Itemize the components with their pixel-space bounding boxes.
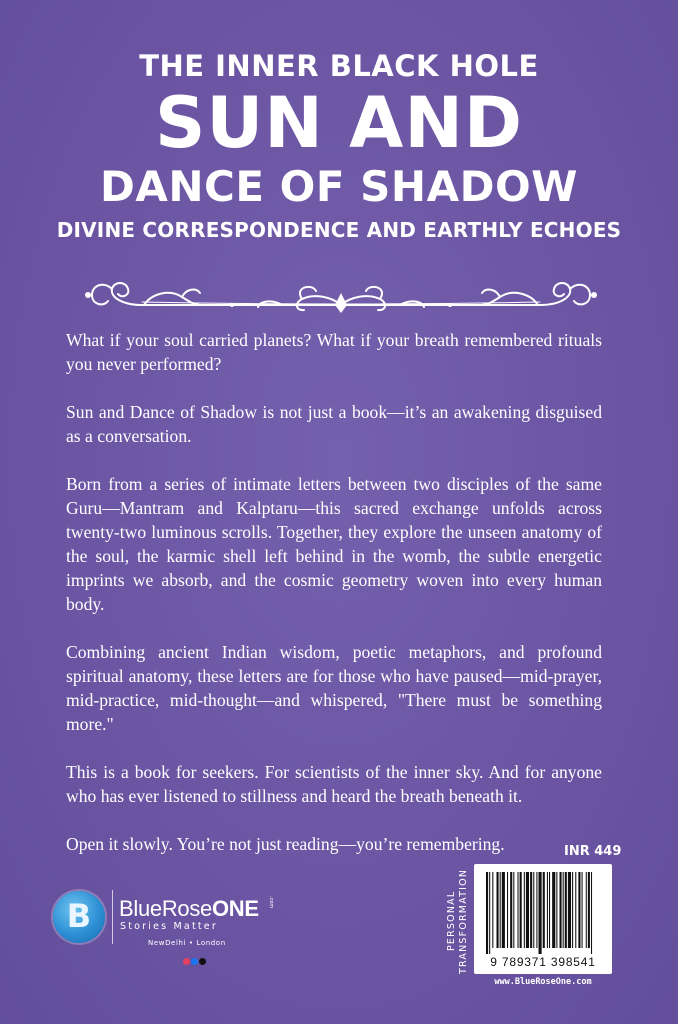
cover-subtitle: DIVINE CORRESPONDENCE AND EARTHLY ECHOES bbox=[56, 218, 622, 242]
logo-divider bbox=[112, 890, 113, 944]
price-label: INR 449 bbox=[564, 844, 622, 859]
blurb-paragraph: Born from a series of intimate letters between two disciples of the same Guru—Mantram and Kalptaru—this sacred exchange unfolds across twenty-two luminous scrolls. Together, they explore the unseen anatomy of the soul, the karmic shell left behind in the womb, the subtle energetic imprints we absorb, and the cosmic geometry woven into every human body. bbox=[66, 474, 602, 614]
publisher-name: BlueRoseONE bbox=[119, 896, 259, 921]
blurb-paragraph: This is a book for seekers. For scientists of the inner sky. And for anyone who has ever listened to stillness and heard the breath beneath it. bbox=[66, 762, 602, 806]
blurb-paragraph: Sun and Dance of Shadow is not just a book—it’s an awakening disguised as a conversation. bbox=[66, 402, 602, 446]
blurb-paragraph: Combining ancient Indian wisdom, poetic metaphors, and profound spiritual anatomy, these letters are for those who have paused—mid-prayer, mid-practice, mid-thought—and whispered, "There must be something more." bbox=[66, 642, 602, 734]
facebook-icon bbox=[191, 958, 198, 965]
x-icon bbox=[199, 958, 206, 965]
cover-title-line1: SUN AND bbox=[154, 82, 524, 164]
isbn-barcode bbox=[474, 864, 612, 974]
cover-title-line2: DANCE OF SHADOW bbox=[100, 162, 578, 211]
title-block bbox=[0, 46, 678, 246]
category-label: PERSONAL TRANSFORMATION bbox=[446, 868, 469, 974]
publisher-domain-suffix: .com bbox=[268, 896, 274, 909]
publisher-tagline: Stories Matter bbox=[120, 921, 218, 932]
barcode-icon bbox=[480, 870, 606, 954]
blurb-paragraph: What if your soul carried planets? What if your breath remembered rituals you never performed? bbox=[66, 330, 602, 374]
website-url: www.BlueRoseOne.com bbox=[494, 977, 592, 987]
isbn-number: 9 789371 398541 bbox=[490, 955, 596, 969]
flourish-divider-icon bbox=[82, 275, 600, 319]
blurb-text bbox=[66, 328, 602, 880]
cover-kicker: THE INNER BLACK HOLE bbox=[139, 49, 539, 83]
instagram-icon bbox=[183, 958, 190, 965]
publisher-logo bbox=[50, 880, 300, 960]
social-icons bbox=[183, 950, 207, 959]
publisher-logo-icon: B bbox=[53, 891, 105, 943]
blurb-paragraph: Open it slowly. You’re not just reading—you’re remembering. bbox=[66, 834, 505, 854]
publisher-cities: NewDelhi • London bbox=[148, 939, 226, 947]
